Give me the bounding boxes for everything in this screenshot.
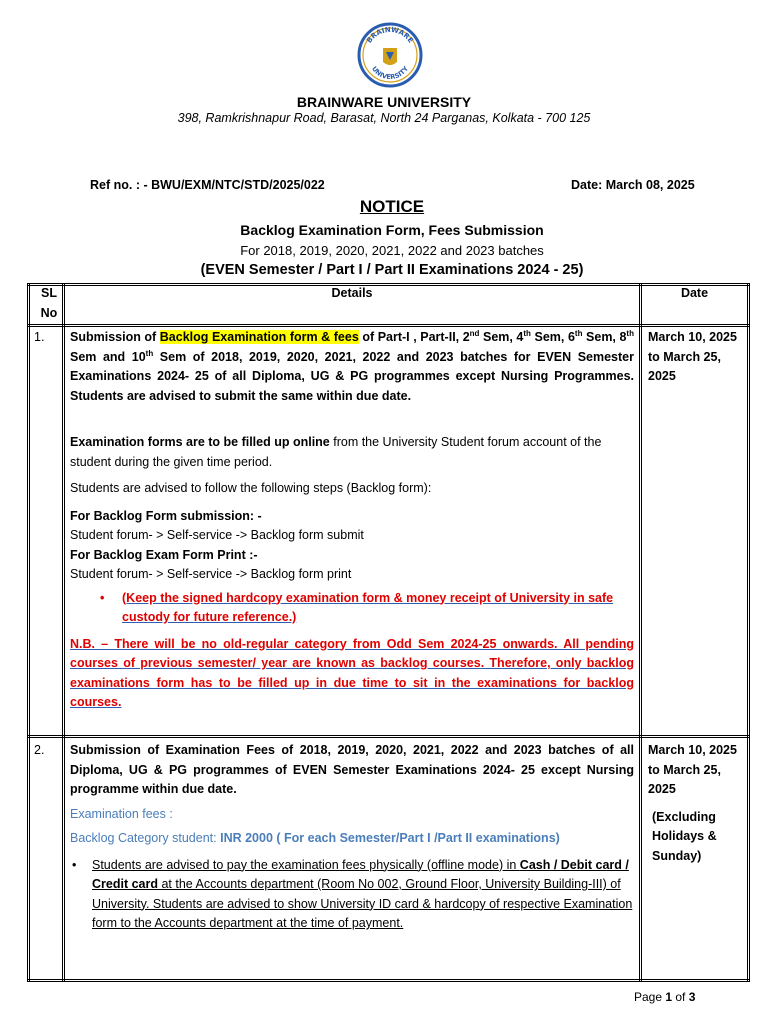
bullet-icon: • — [72, 857, 77, 872]
notice-table — [27, 283, 750, 982]
batches-line: For 2018, 2019, 2020, 2021, 2022 and 2023 batches — [240, 243, 544, 258]
exam-line: (EVEN Semester / Part I / Part II Examinations 2024 - 25) — [200, 262, 584, 278]
safe-custody-text: (Keep the signed hardcopy examination form & money receipt of University in safe custody for future reference.) — [122, 590, 614, 624]
row2-date-range: March 10, 2025 to March 25, 2025 — [648, 743, 737, 796]
row1-para3: Students are advised to follow the following steps (Backlog form): — [70, 481, 432, 495]
header-details: Details — [331, 286, 373, 300]
highlighted-text: Backlog Examination form & fees — [159, 330, 359, 344]
header-sl-line2: No — [40, 305, 58, 320]
row2-para1: Submission of Examination Fees of 2018, 2019, 2020, 2021, 2022 and 2023 batches of all Diploma, UG & PG programmes of EVEN Semester Examinations 2024- 25 except Nursing programme within due date. — [70, 743, 634, 796]
nb-note: N.B. – There will be no old-regular category from Odd Sem 2024-25 onwards. All pending courses of previous semester/ year are known as backlog courses. Therefore, only backlog examinations form has to be filled up in due time to sit in the examinations for backlog courses. — [70, 636, 634, 709]
row1-para1: Submission of Backlog Examination form & fees of Part-I , Part-II, 2nd Sem, 4th Sem, 6th Sem, 8th Sem and 10th Sem of 2018, 2019, 2020, 2021, 2022 and 2023 batches for EVEN Semester Examinations 2024- 25 of all Diploma, UG & PG programmes except Nursing Programmes. Students are advised to submit the same within due date. — [70, 328, 634, 403]
header-sl — [37, 284, 61, 323]
row1-date: March 10, 2025 to March 25, 2025 — [648, 330, 737, 383]
row1-details — [70, 328, 634, 713]
university-logo — [357, 22, 423, 88]
row2-sl: 2. — [34, 743, 45, 757]
fees-heading: Examination fees : — [70, 806, 173, 821]
notice-date: Date: March 08, 2025 — [571, 178, 695, 192]
university-address: 398, Ramkrishnapur Road, Barasat, North 24 Parganas, Kolkata - 700 125 — [177, 111, 591, 125]
row2-date — [648, 741, 743, 866]
safe-custody-bullet — [70, 589, 634, 628]
bullet-icon: • — [100, 590, 105, 605]
svg-text:UNIVERSITY: UNIVERSITY — [370, 64, 410, 82]
row2-details — [70, 741, 634, 934]
university-name: BRAINWARE UNIVERSITY — [296, 94, 472, 110]
notice-subtitle: Backlog Examination Form, Fees Submission — [240, 222, 544, 238]
form-submission-steps: Student forum- > Self-service -> Backlog form submit — [70, 528, 364, 542]
form-submission-heading: For Backlog Form submission: - — [70, 508, 262, 523]
form-print-steps: Student forum- > Self-service -> Backlog form print — [70, 567, 352, 581]
row1-para2: Examination forms are to be filled up online from the University Student forum account of the student during the given time period. — [70, 435, 602, 469]
svg-text:BRAINWARE: BRAINWARE — [365, 25, 415, 45]
fees-line: Backlog Category student: INR 2000 ( For each Semester/Part I /Part II examinations) — [70, 831, 560, 845]
row2-date-note: (Excluding Holidays & Sunday) — [652, 809, 717, 863]
form-print-heading: For Backlog Exam Form Print :- — [70, 547, 258, 562]
notice-title: NOTICE — [359, 197, 425, 216]
header-date: Date — [680, 286, 709, 300]
header-sl-line1: SL — [41, 286, 57, 300]
payment-text: Students are advised to pay the examination fees physically (offline mode) in Cash / Debit card / Credit card at the Accounts department (Room No 002, Ground Floor, University Building-III) of University. Students are advised to show University ID card & hardcopy of respective Examination form to the Accounts department at the time of payment. — [92, 857, 633, 930]
page-number: Page 1 of 3 — [634, 990, 696, 1004]
row1-sl: 1. — [34, 330, 45, 344]
payment-bullet — [70, 856, 634, 934]
reference-number: Ref no. : - BWU/EXM/NTC/STD/2025/022 — [90, 178, 325, 192]
